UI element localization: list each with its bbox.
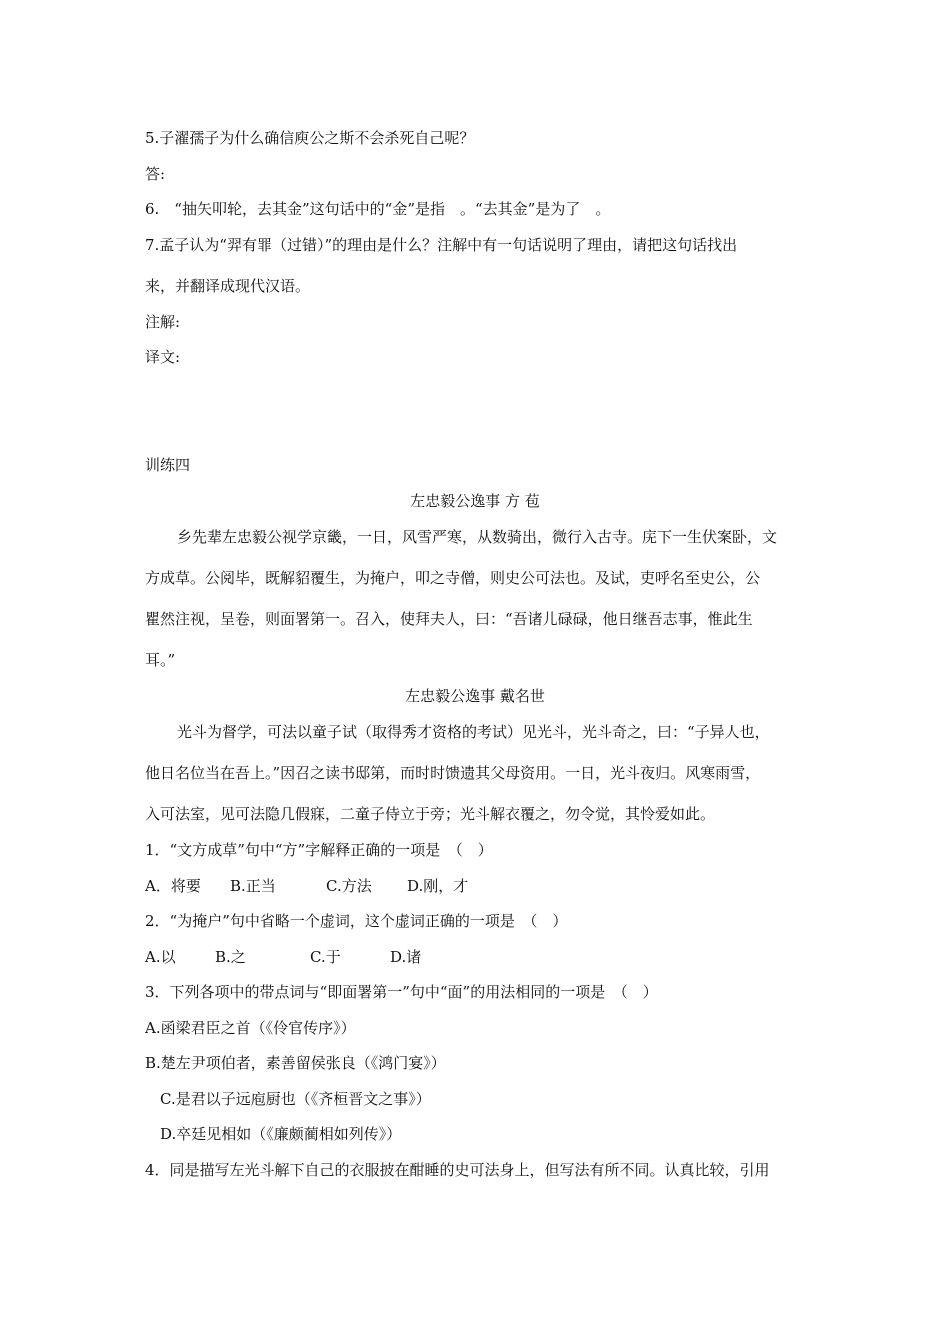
q2-option-a: A.以 xyxy=(145,948,176,966)
q3-option-a: A.函梁君臣之首（《伶官传序》） xyxy=(145,1019,356,1037)
q2-option-d: D.诸 xyxy=(390,948,422,966)
q1-option-b: B.正当 xyxy=(230,877,276,895)
translation-label: 译文: xyxy=(145,348,181,366)
text2-line-3: 入可法室，见可法隐几假寐，二童子侍立于旁；光斗解衣覆之，勿令觉，其怜爱如此。 xyxy=(145,805,716,823)
text1-line-2: 方成草。公阅毕，既解貂覆生，为掩户，叩之寺僧，则史公可法也。及试，吏呼名至史公，公 xyxy=(145,569,761,587)
section-title: 训练四 xyxy=(145,456,191,474)
q5-text: 5.子濯孺子为什么确信庾公之斯不会杀死自己呢？ xyxy=(145,129,475,147)
question-1: 1．“文方成草”句中“方”字解释正确的一项是 （ ） xyxy=(145,841,493,859)
q7-line-1: 7.孟子认为“羿有罪（过错）”的理由是什么？注解中有一句话说明了理由，请把这句话找出 xyxy=(145,236,738,254)
question-2: 2．“为掩户”句中省略一个虚词，这个虚词正确的一项是 （ ） xyxy=(145,912,568,930)
text1-title: 左忠毅公逸事 方 苞 xyxy=(410,492,540,510)
text1-line-3: 瞿然注视，呈卷，则面署第一。召入，使拜夫人，曰：“吾诸儿碌碌，他日继吾志事，惟此生 xyxy=(145,610,753,628)
note-label: 注解: xyxy=(145,313,181,331)
q2-option-c: C.于 xyxy=(310,948,341,966)
text1-line-4: 耳。” xyxy=(145,651,176,669)
answer-label: 答: xyxy=(145,165,166,183)
question-4: 4．同是描写左光斗解下自己的衣服披在酣睡的史可法身上，但写法有所不同。认真比较，引用 xyxy=(145,1161,770,1179)
text2-line-1: 光斗为督学，可法以童子试（取得秀才资格的考试）见光斗，光斗奇之，曰：“子异人也， xyxy=(177,723,770,741)
q1-option-a: A．将要 xyxy=(145,877,201,895)
text2-line-2: 他日名位当在吾上。”因召之读书邸第，而时时馈遗其父母资用。一日，光斗夜归。风寒雨雪， xyxy=(145,764,761,782)
q3-option-b: B.楚左尹项伯者，素善留侯张良（《鸿门宴》） xyxy=(145,1054,446,1072)
q1-option-c: C.方法 xyxy=(326,877,372,895)
q3-option-c: C.是君以子远庖厨也（《齐桓晋文之事》） xyxy=(160,1090,431,1108)
q7-line-2: 来，并翻译成现代汉语。 xyxy=(145,277,311,295)
q3-option-d: D.卒廷见相如（《廉颇蔺相如列传》） xyxy=(160,1125,402,1143)
q6-text: 6. “抽矢叩轮，去其金”这句话中的“金”是指 。“去其金”是为了 。 xyxy=(145,200,611,218)
question-3: 3．下列各项中的带点词与“即面署第一”句中“面”的用法相同的一项是 （ ） xyxy=(145,983,658,1001)
q1-option-d: D.刚，才 xyxy=(407,877,469,895)
q2-option-b: B.之 xyxy=(215,948,246,966)
text2-title: 左忠毅公逸事 戴名世 xyxy=(405,687,545,705)
text1-line-1: 乡先辈左忠毅公视学京畿，一日，风雪严寒，从数骑出，微行入古寺。庑下一生伏案卧，文 xyxy=(177,528,778,546)
